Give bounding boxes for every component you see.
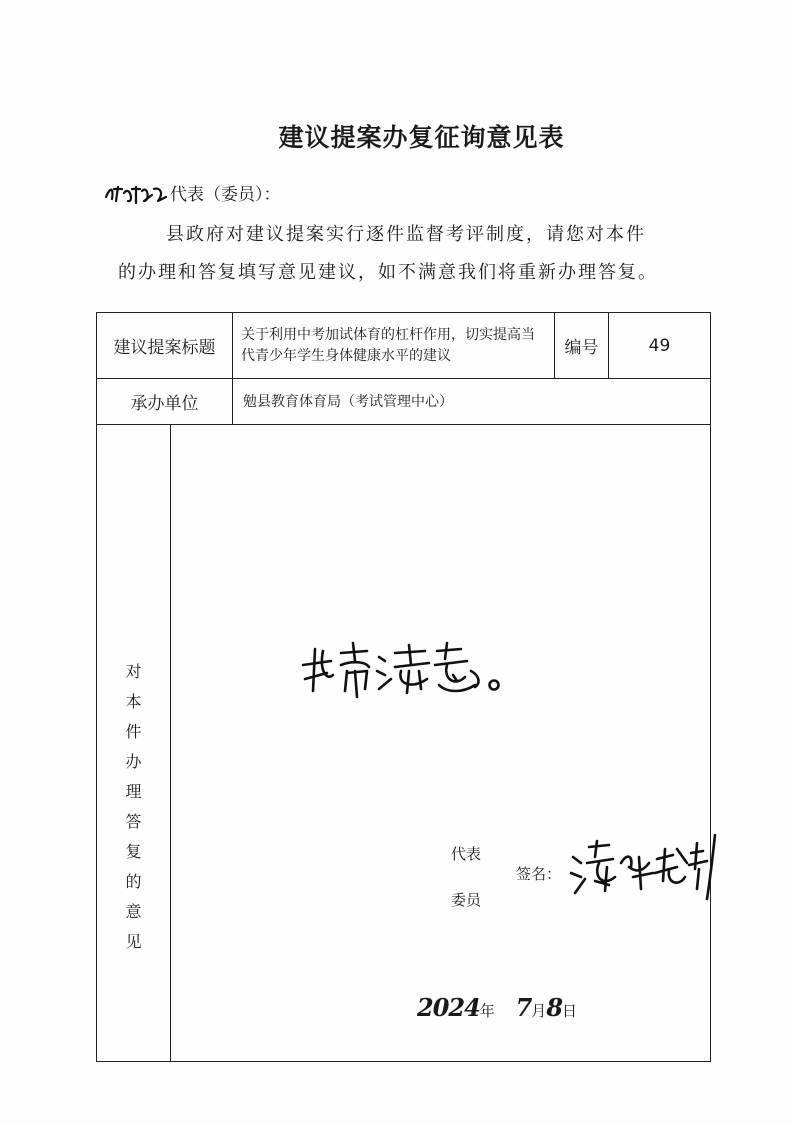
instruction-line-2: 的办理和答复填写意见建议，如不满意我们将重新办理答复。: [118, 262, 658, 283]
opinion-label-char: 意: [125, 902, 142, 921]
opinion-area: [171, 425, 710, 1059]
opinion-label-char: 本: [125, 692, 142, 711]
instruction-line-1: 县政府对建议提案实行逐件监督考评制度，请您对本件: [166, 224, 646, 245]
date-row: [417, 993, 577, 1022]
dept-value: 勉县教育体育局（考试管理中心）: [233, 379, 711, 425]
date-month-unit: 月: [531, 1002, 547, 1020]
opinion-label-char: 见: [125, 932, 142, 951]
dept-row: [97, 379, 711, 425]
date-month: 7: [515, 993, 532, 1022]
topic-row: [97, 313, 711, 379]
opinion-label-char: 对: [125, 662, 142, 681]
handwritten-opinion: [297, 631, 507, 701]
opinion-row: [97, 425, 711, 1062]
date-day-unit: 日: [562, 1002, 578, 1020]
date-day: 8: [546, 993, 563, 1022]
opinion-label-char: 的: [125, 872, 142, 891]
opinion-content-cell: [171, 425, 711, 1062]
date-year: 2024: [417, 993, 480, 1022]
page-title: 建议提案办复征询意见表: [278, 123, 565, 152]
opinion-label-char: 理: [125, 782, 142, 801]
topic-label: 建议提案标题: [97, 313, 233, 379]
handwritten-signature: [569, 833, 719, 903]
number-label: 编号: [555, 313, 609, 379]
opinion-label-char: 办: [125, 752, 142, 771]
member-label: 委员: [451, 891, 482, 909]
opinion-label-char: 件: [125, 722, 142, 741]
handwritten-name: [104, 183, 170, 205]
salutation-suffix: 代表（委员）：: [170, 185, 281, 205]
dept-label: 承办单位: [97, 379, 233, 425]
opinion-vertical-label: [97, 425, 171, 1062]
opinion-label-char: 答: [125, 812, 142, 831]
number-value: 49: [609, 313, 711, 379]
representative-label: 代表: [451, 845, 482, 863]
signature-label: 签名：: [516, 865, 562, 883]
topic-value: 关于利用中考加试体育的杠杆作用，切实提高当代青少年学生身体健康水平的建议: [233, 313, 555, 379]
date-year-unit: 年: [479, 1002, 495, 1020]
salutation: [104, 180, 281, 207]
opinion-form-table: [96, 312, 711, 1062]
opinion-label-char: 复: [125, 842, 142, 861]
